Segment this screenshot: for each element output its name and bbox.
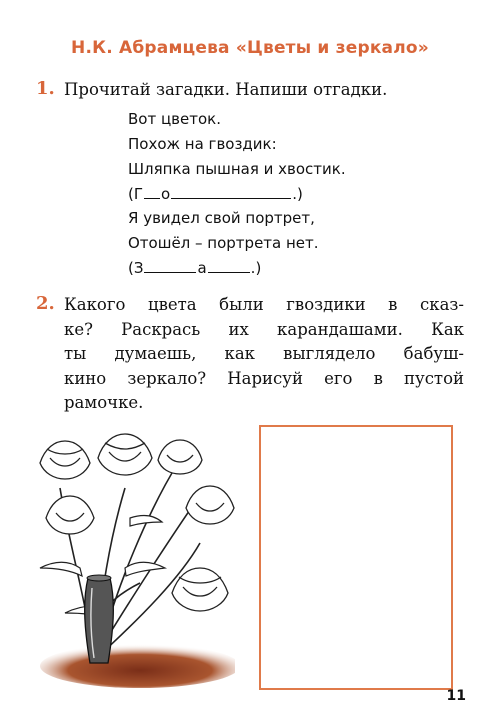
task-2-text [64, 293, 464, 416]
riddle-1-answer-open: (Г [128, 185, 143, 203]
task-2-line: ке? Раскрась их карандашами. Как [64, 319, 464, 339]
drawing-frame[interactable] [259, 425, 453, 690]
answer-blank[interactable] [208, 260, 250, 273]
page-number: 11 [446, 688, 466, 704]
riddle-1 [128, 107, 346, 207]
riddle-2-line-2: Отошёл – портрета нет. [128, 234, 319, 252]
carnation-flower [46, 496, 94, 534]
vase-shadow [40, 644, 235, 688]
task-1-number: 1. [36, 78, 55, 99]
answer-blank[interactable] [144, 260, 196, 273]
riddle-1-answer-letter: о [161, 185, 171, 203]
task-2-line: Какого цвета были гвоздики в сказ- [64, 295, 464, 314]
task-2 [36, 293, 464, 413]
vase [85, 575, 114, 663]
stems [60, 463, 205, 653]
task-2-line: ты думаешь, как выглядело бабуш- [64, 344, 464, 363]
riddle-2-answer[interactable] [128, 256, 319, 281]
answer-blank[interactable] [144, 186, 160, 199]
task-2-line: кино зеркало? Нарисуй его в пустой [64, 368, 464, 388]
task-1-instruction: Прочитай загадки. Напиши отгадки. [64, 80, 388, 99]
riddle-1-line-2: Похож на гвоздик: [128, 135, 277, 153]
riddle-2-answer-open: (З [128, 259, 144, 277]
carnation-flower [158, 440, 202, 474]
riddle-1-line-3: Шляпка пышная и хвостик. [128, 160, 346, 178]
riddle-1-line-1: Вот цветок. [128, 110, 221, 128]
riddle-2-line-1: Я увидел свой портрет, [128, 209, 315, 227]
answer-blank[interactable] [171, 186, 291, 199]
task-2-number: 2. [36, 293, 55, 314]
task-2-line: рамочке. [64, 393, 144, 412]
carnation-vase-illustration[interactable] [30, 418, 235, 690]
carnation-flower [40, 441, 90, 479]
carnation-flower [98, 434, 152, 475]
riddle-2-answer-letter: а [197, 259, 207, 277]
carnation-flower [186, 486, 234, 524]
carnation-flower [172, 568, 228, 611]
task-1 [36, 78, 464, 102]
riddle-1-answer[interactable] [128, 182, 346, 207]
page-title: Н.К. Абрамцева «Цветы и зеркало» [71, 38, 429, 58]
riddle-2-answer-close: .) [250, 259, 262, 277]
riddle-1-answer-close: .) [292, 185, 303, 203]
riddle-2 [128, 206, 319, 281]
